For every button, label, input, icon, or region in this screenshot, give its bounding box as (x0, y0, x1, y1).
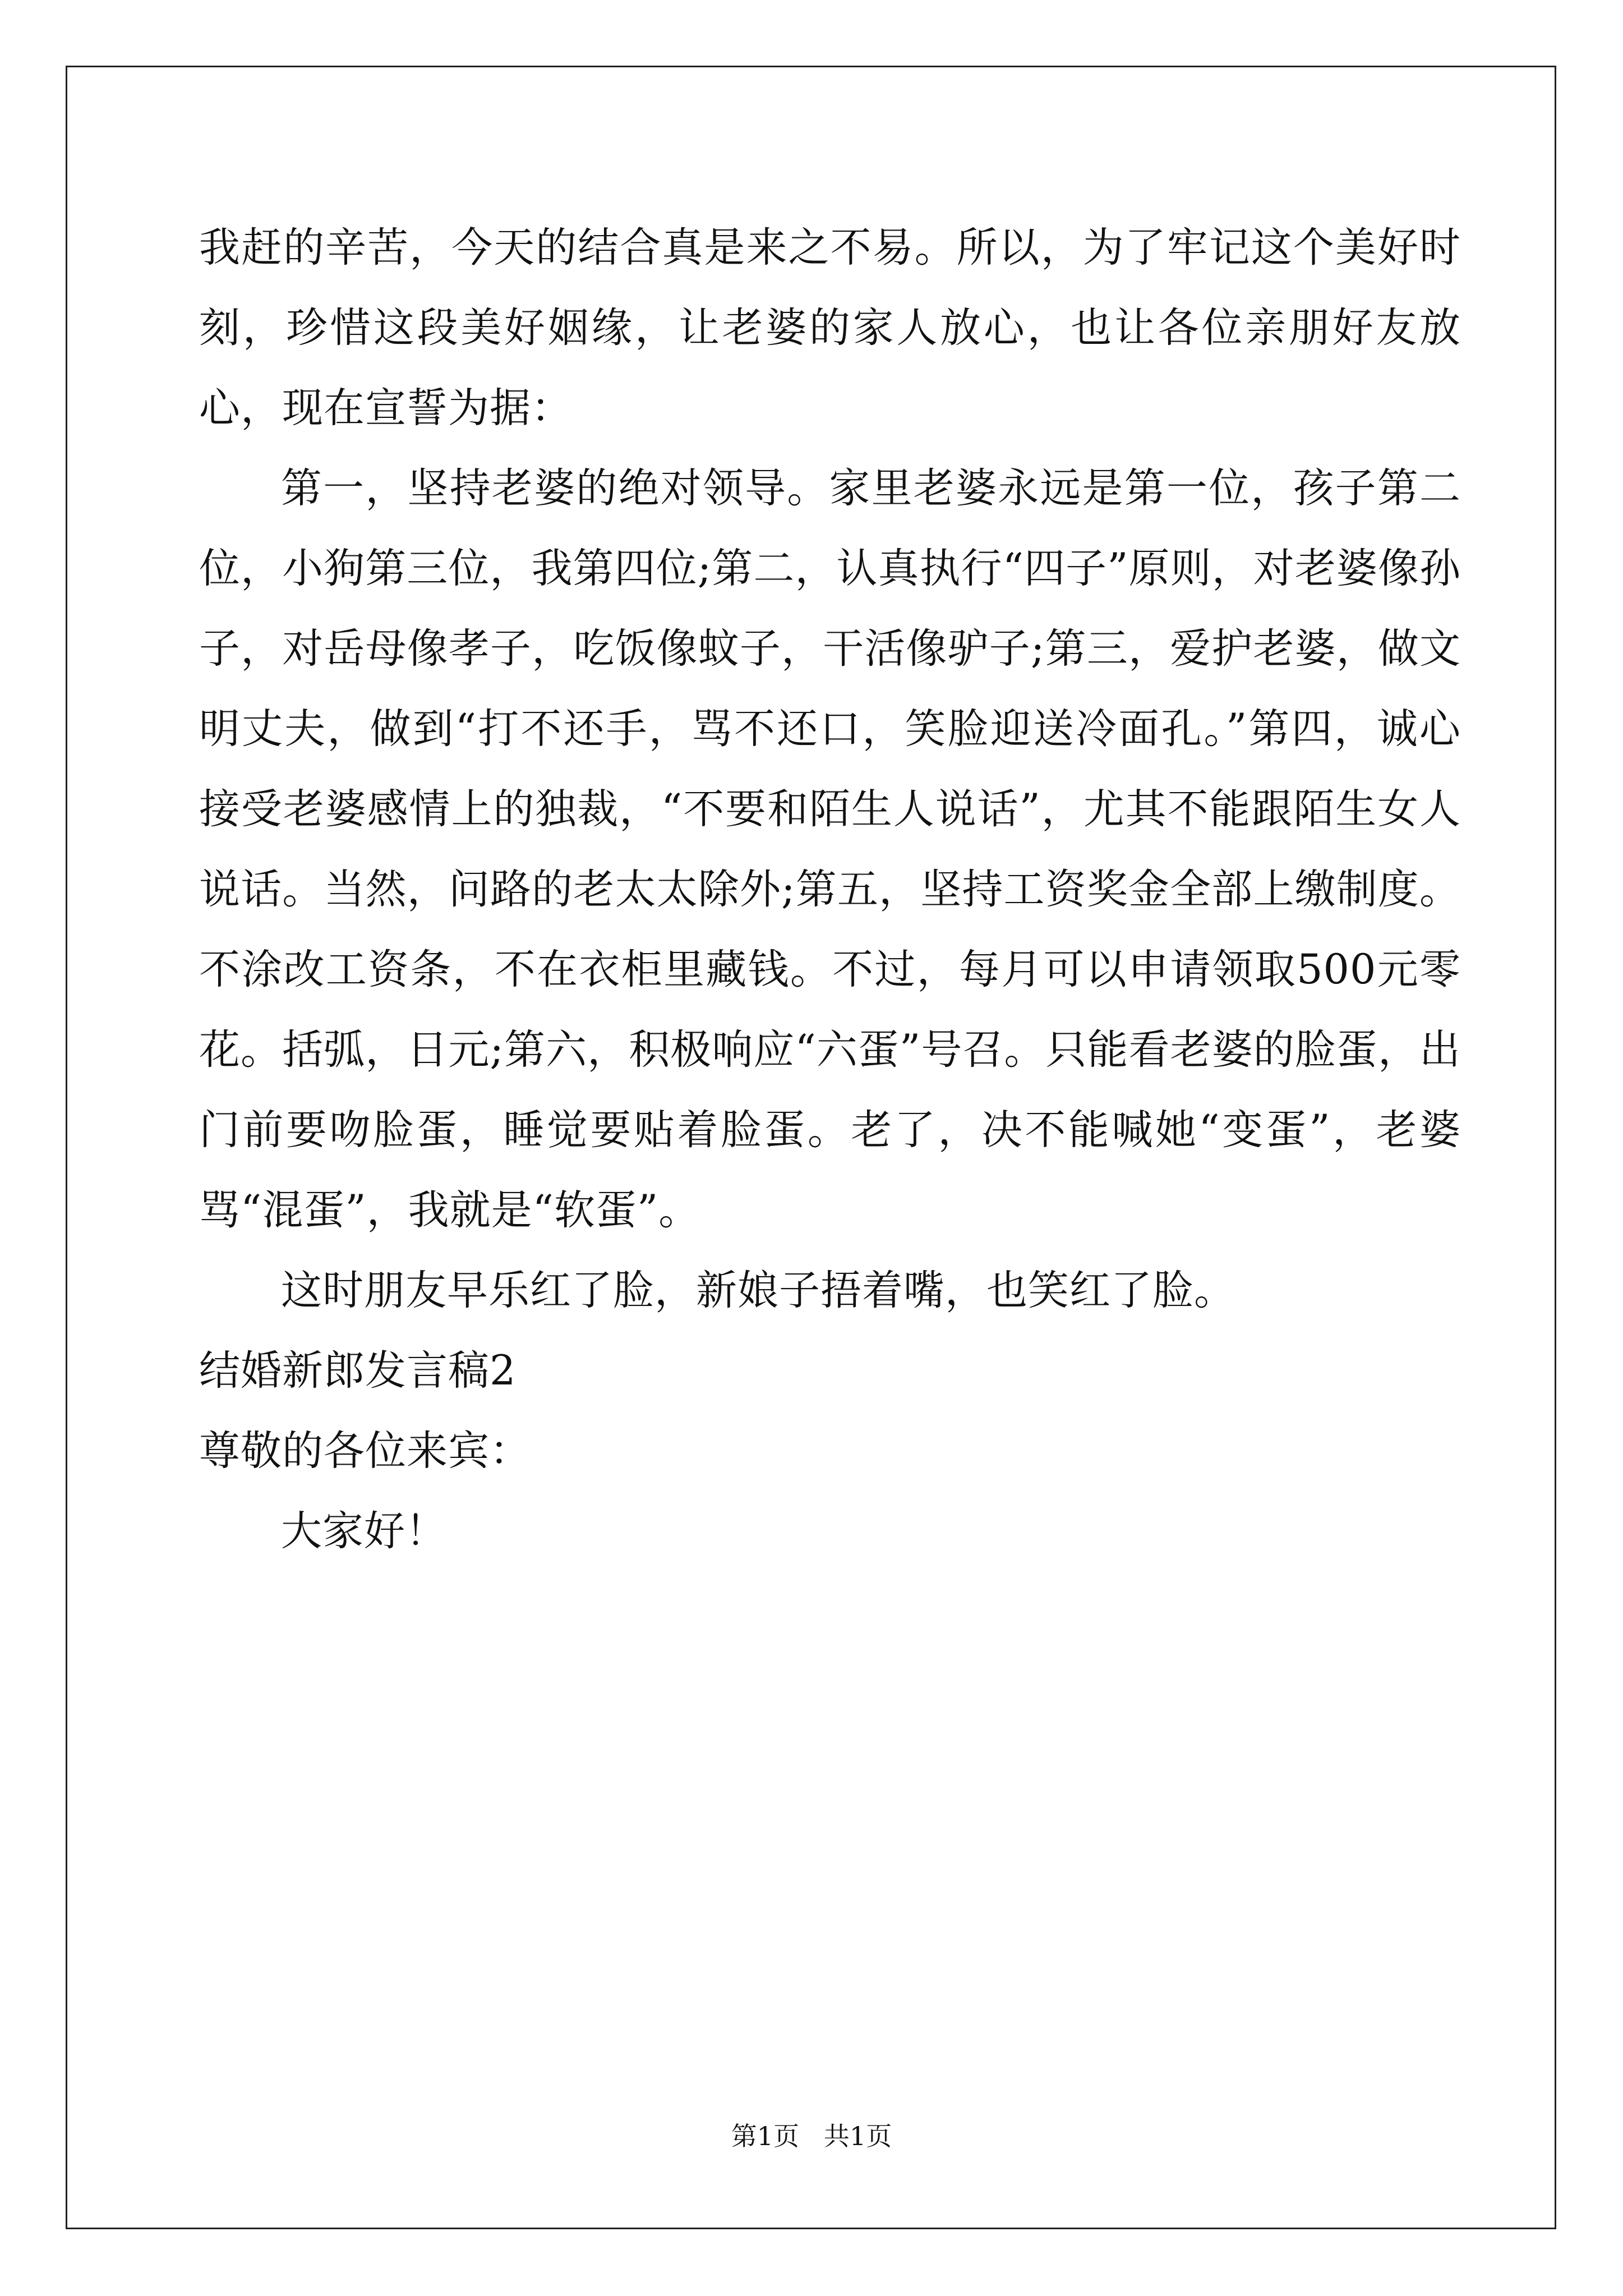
salutation: 尊敬的各位来宾： (199, 1427, 531, 1475)
section-heading: 结婚新郎发言稿2 (199, 1347, 517, 1395)
paragraph-1: 我赶的辛苦，今天的结合真是来之不易。所以，为了牢记这个美好时刻，珍惜这段美好姻缘，让老婆的家人放心，也让各位亲朋好友放心，现在宣誓为据： (199, 224, 1461, 432)
page-footer: 第1页 共1页 (731, 2121, 892, 2151)
greeting: 大家好！ (281, 1507, 447, 1555)
document-body (199, 208, 1461, 1571)
paragraph-3: 这时朋友早乐红了脸，新娘子捂着嘴，也笑红了脸。 (281, 1267, 1235, 1314)
paragraph-2: 第一，坚持老婆的绝对领导。家里老婆永远是第一位，孩子第二位，小狗第三位，我第四位;第二，认真执行“四子”原则，对老婆像孙子，对岳母像孝子，吃饭像蚊子，干活像驴子;第三，爱护老婆，做文明丈夫，做到“打不还手，骂不还口，笑脸迎送冷面孔。”第四，诚心接受老婆感情上的独裁，“不要和陌生人说话”，尤其不能跟陌生女人说话。当然，问路的老太太除外;第五，坚持工资奖金全部上缴制度。不涂改工资条，不在衣柜里藏钱。不过，每月可以申请领取500元零花。括弧，日元;第六，积极响应“六蛋”号召。只能看老婆的脸蛋，出门前要吻脸蛋，睡觉要贴着脸蛋。老了，决不能喊她“变蛋”，老婆骂“混蛋”，我就是“软蛋”。 (199, 464, 1461, 1234)
